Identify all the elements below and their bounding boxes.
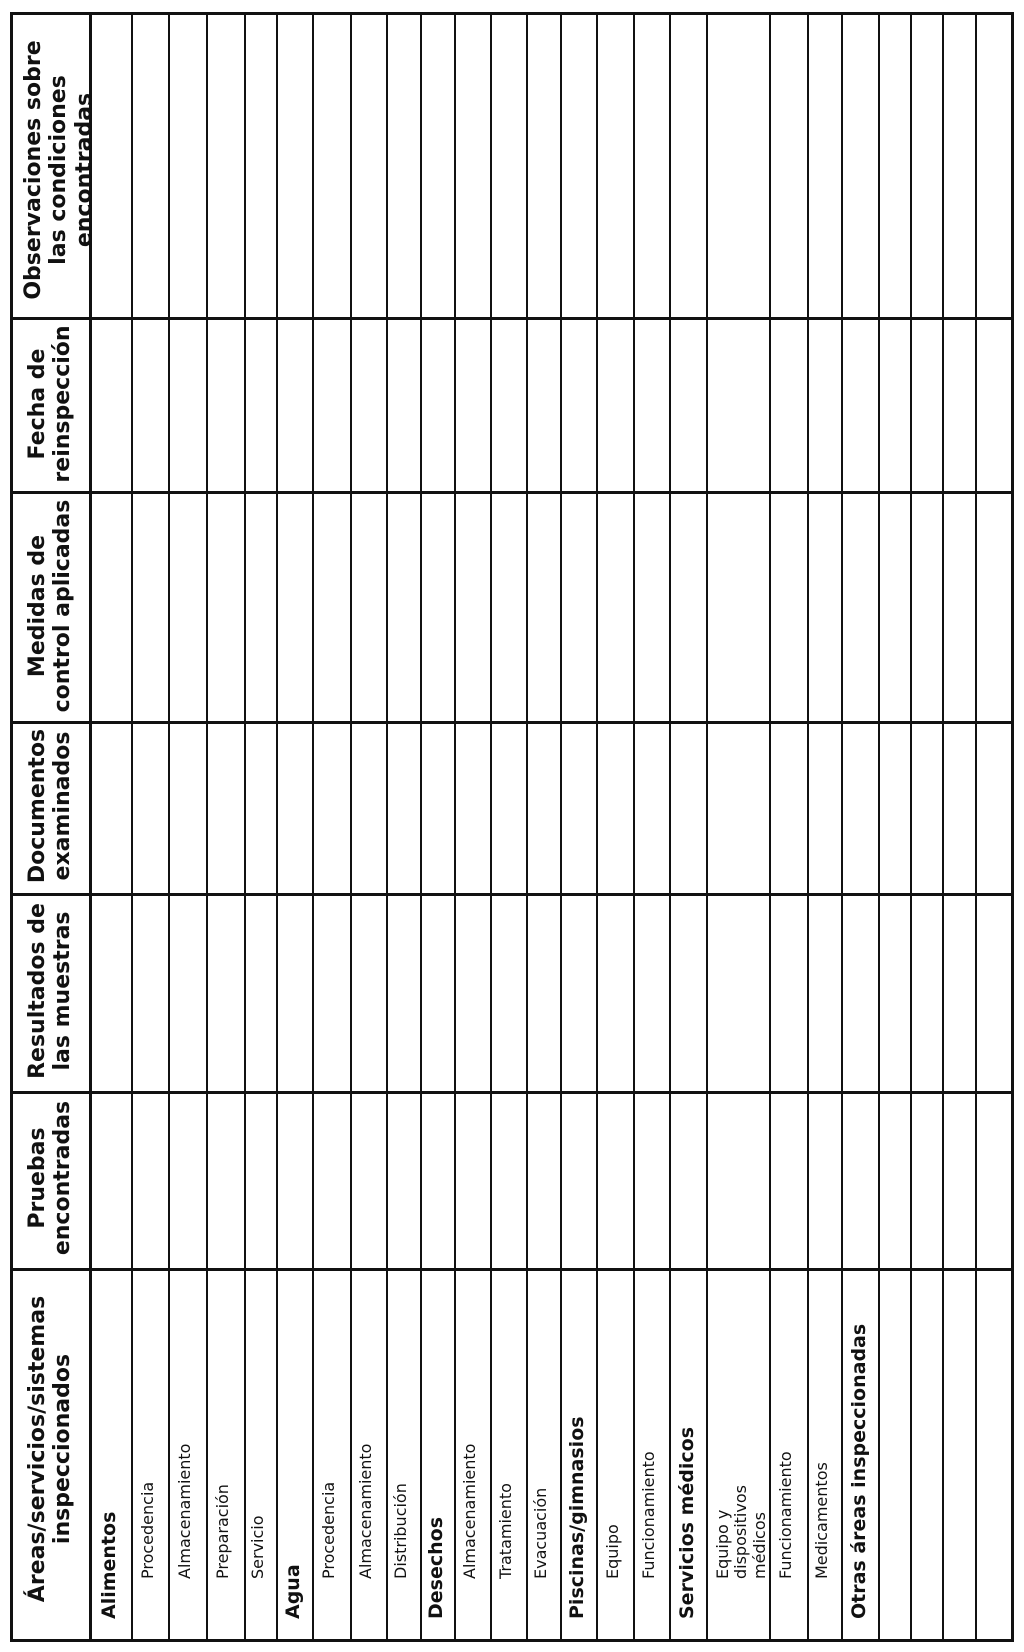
category-label: Agua — [282, 1564, 304, 1619]
item-label: Procedencia — [137, 1481, 157, 1579]
row-line — [350, 15, 352, 1639]
category-label: Piscinas/gimnasios — [566, 1416, 588, 1619]
item-label: Evacuación — [531, 1487, 550, 1579]
row-line — [276, 15, 278, 1639]
row-line — [386, 15, 388, 1639]
row-line — [807, 15, 809, 1639]
item-label: Equipo — [602, 1524, 622, 1579]
row-line — [526, 15, 528, 1639]
row-line — [841, 15, 843, 1639]
row-line — [706, 15, 708, 1639]
row-line — [596, 15, 598, 1639]
row-line — [878, 15, 880, 1639]
header-areas: Áreas/servicios/sistemas inspeccionados — [25, 1295, 76, 1603]
category-label: Otras áreas inspeccionadas — [847, 1323, 870, 1619]
row-line — [312, 15, 314, 1639]
column-line — [13, 317, 1011, 320]
item-label: Funcionamiento — [639, 1451, 658, 1579]
category-label: Alimentos — [98, 1511, 120, 1619]
column-line — [13, 721, 1011, 724]
row-line — [131, 15, 133, 1639]
category-label: Servicios médicos — [675, 1426, 698, 1619]
item-label: Almacenamiento — [356, 1443, 375, 1579]
item-label: Preparación — [213, 1484, 232, 1579]
header-observaciones: Observaciones sobre las condiciones encontradas — [21, 40, 97, 300]
row-line — [633, 15, 635, 1639]
item-label: Funcionamiento — [776, 1451, 795, 1579]
header-documentos: Documentos examinados — [25, 728, 76, 884]
column-line — [13, 1091, 1011, 1094]
item-label: Almacenamiento — [175, 1443, 194, 1579]
header-medidas: Medidas de control aplicadas — [25, 499, 76, 713]
row-line — [206, 15, 208, 1639]
item-label: Almacenamiento — [460, 1443, 479, 1579]
row-line — [669, 15, 671, 1639]
inspection-table — [10, 12, 1014, 1642]
header-fecha: Fecha de reinspección — [25, 325, 76, 483]
row-line — [454, 15, 456, 1639]
header-resultados: Resultados de las muestras — [25, 903, 76, 1079]
row-line — [168, 15, 170, 1639]
column-line — [13, 491, 1011, 494]
item-label: Procedencia — [319, 1481, 338, 1579]
row-line — [942, 15, 944, 1639]
item-label: Equipo y dispositivos médicos — [713, 1485, 769, 1579]
column-line — [13, 1268, 1011, 1271]
row-line — [910, 15, 912, 1639]
item-label: Distribución — [391, 1483, 410, 1579]
row-line — [769, 15, 771, 1639]
column-line — [13, 893, 1011, 896]
category-label: Desechos — [425, 1516, 447, 1619]
row-line — [975, 15, 977, 1639]
row-line — [244, 15, 246, 1639]
row-line — [560, 15, 562, 1639]
item-label: Tratamiento — [496, 1483, 515, 1579]
item-label: Medicamentos — [812, 1462, 831, 1579]
item-label: Servicio — [248, 1515, 267, 1579]
row-line — [490, 15, 492, 1639]
header-pruebas: Pruebas encontradas — [25, 1100, 76, 1256]
row-line — [420, 15, 422, 1639]
